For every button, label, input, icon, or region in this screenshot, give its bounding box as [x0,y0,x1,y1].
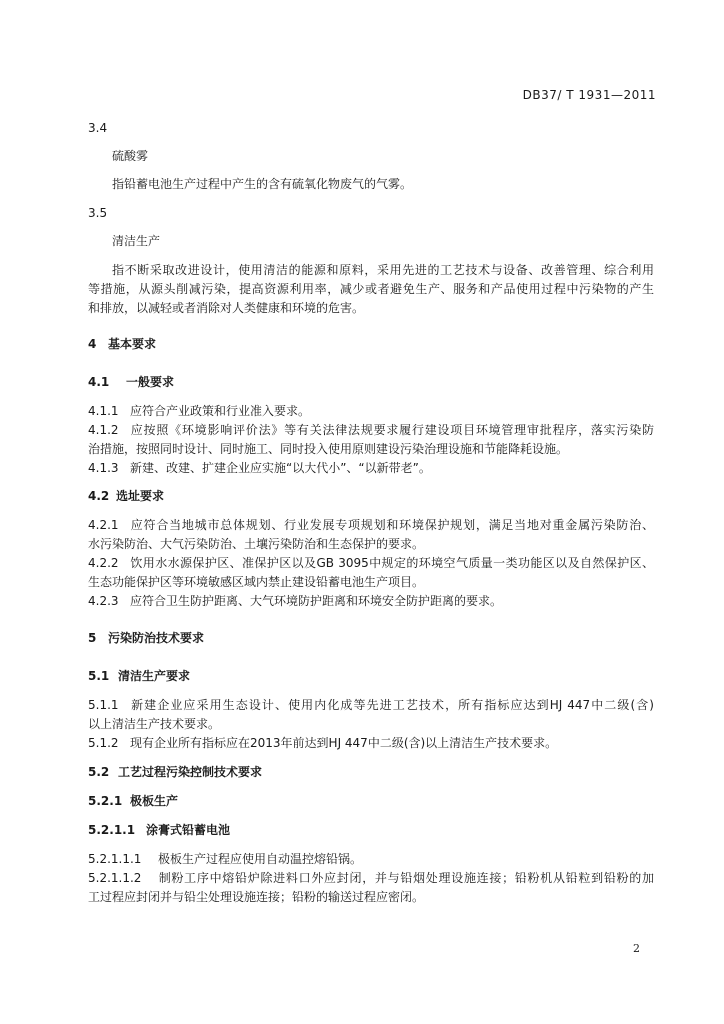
section-heading-4 [88,336,156,352]
section-heading-5-2-1 [88,793,178,809]
section-title: 涂膏式铅蓄电池 [146,823,231,837]
section-heading-4-2 [88,488,164,504]
section-title: 极板生产 [130,794,179,808]
document-code: DB37/ T 1931—2011 [522,88,656,102]
term-3-4: 硫酸雾 [112,149,149,163]
section-heading-4-1 [88,374,174,390]
clause-number: 5.2.1.1.1 [88,852,142,866]
clause-number: 5.1.1 [88,698,119,712]
section-number: 4.1 [88,375,110,389]
section-heading-5 [88,630,204,646]
clause-5-2-1-1-2-line1 [88,870,654,886]
definition-3-4: 指铅蓄电池生产过程中产生的含有硫氧化物废气的气雾。 [112,177,413,191]
clause-text: 应符合当地城市总体规划、行业发展专项规划和环境保护规划，满足当地对重金属污染防治、 [130,518,654,532]
section-number: 4.2 [88,489,110,503]
section-number: 5.2 [88,765,110,779]
clause-number: 4.2.1 [88,518,119,532]
clause-text: 新建企业应采用生态设计、使用内化成等先进工艺技术，所有指标应达到HJ 447中二级(含) [130,698,654,712]
section-title: 选址要求 [116,489,165,503]
section-title: 污染防治技术要求 [108,631,205,645]
clause-5-1-1-line1 [88,697,654,713]
clause-4-1-2-line2: 治措施，按照同时设计、同时施工、同时投入使用原则建设污染治理设施和节能降耗设施。 [88,442,569,456]
section-heading-5-2-1-1 [88,822,230,838]
clause-number: 4.2.3 [88,594,119,608]
clause-text: 应按照《环境影响评价法》等有关法律法规要求履行建设项目环境管理审批程序，落实污染防 [130,423,654,437]
section-number: 5.2.1.1 [88,823,136,837]
clause-4-1-2-line1 [88,422,654,438]
clause-text: 应符合产业政策和行业准入要求。 [130,404,311,418]
term-3-5: 清洁生产 [112,234,161,248]
clause-text: 现有企业所有指标应在2013年前达到HJ 447中二级(含)以上清洁生产技术要求。 [130,736,558,750]
definition-3-5-line: 等措施，从源头削减污染，提高资源利用率，减少或者避免生产、服务和产品使用过程中污染物的产生 [88,282,654,296]
section-number: 4 [88,337,97,351]
clause-4-2-2-line2: 生态功能保护区等环境敏感区域内禁止建设铅蓄电池生产项目。 [88,575,425,589]
clause-number-3-5: 3.5 [88,206,108,220]
clause-4-2-2-line1 [88,555,654,571]
clause-number: 5.1.2 [88,736,119,750]
clause-number: 4.1.1 [88,404,119,418]
section-title: 一般要求 [126,375,175,389]
section-number: 5.2.1 [88,794,123,808]
clause-5-1-2 [88,735,557,751]
clause-number: 4.2.2 [88,556,119,570]
clause-4-2-3 [88,593,502,609]
clause-4-2-1-line1 [88,517,654,533]
definition-3-5-line: 和排放，以减轻或者消除对人类健康和环境的危害。 [88,301,365,315]
clause-text: 极板生产过程应使用自动温控熔铅锅。 [158,852,363,866]
clause-text: 饮用水水源保护区、准保护区以及GB 3095中规定的环境空气质量一类功能区以及自然保护区、 [130,556,654,570]
clause-text: 应符合卫生防护距离、大气环境防护距离和环境安全防护距离的要求。 [130,594,503,608]
clause-number: 5.2.1.1.2 [88,871,142,885]
clause-4-1-1 [88,403,310,419]
section-number: 5 [88,631,97,645]
section-heading-5-1 [88,668,190,684]
section-title: 基本要求 [108,337,157,351]
clause-5-1-1-line2: 以上清洁生产技术要求。 [88,717,221,731]
clause-number-3-4: 3.4 [88,121,108,135]
clause-number: 4.1.2 [88,423,119,437]
section-heading-5-2 [88,764,262,780]
clause-number: 4.1.3 [88,461,119,475]
clause-5-2-1-1-1 [88,851,362,867]
page-number: 2 [633,942,640,955]
clause-text: 新建、改建、扩建企业应实施“以大代小”、“以新带老”。 [130,461,431,475]
clause-text: 制粉工序中熔铅炉除进料口外应封闭，并与铅烟处理设施连接；铅粉机从铅粒到铅粉的加 [158,871,654,885]
section-title: 清洁生产要求 [118,669,191,683]
section-title: 工艺过程污染控制技术要求 [118,765,263,779]
section-number: 5.1 [88,669,110,683]
clause-4-1-3 [88,460,431,476]
clause-4-2-1-line2: 水污染防治、大气污染防治、土壤污染防治和生态保护的要求。 [88,537,425,551]
clause-5-2-1-1-2-line2: 工过程应封闭并与铅尘处理设施连接；铅粉的输送过程应密闭。 [88,890,425,904]
definition-3-5-line: 指不断采取改进设计，使用清洁的能源和原料，采用先进的工艺技术与设备、改善管理、综合利用 [112,263,654,277]
